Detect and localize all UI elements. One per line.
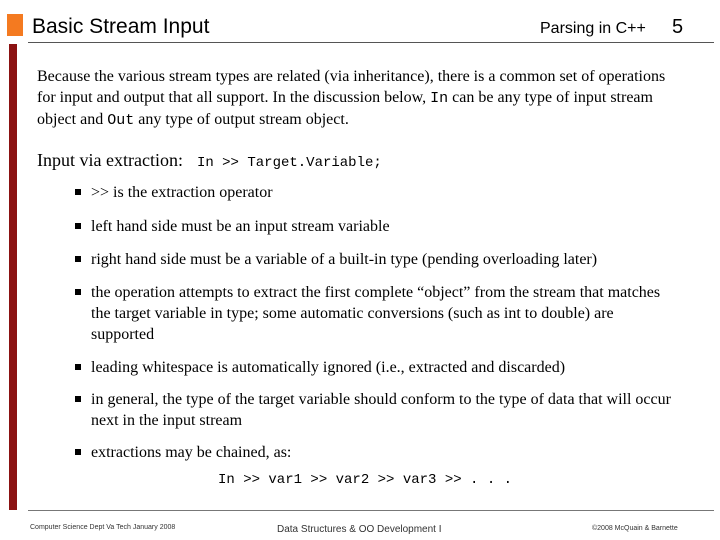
list-item: the operation attempts to extract the first complete “object” from the stream that matches the target variable in type; some automatic conversions (such as int to double) are supported <box>75 282 675 345</box>
intro-text-3: any type of output stream object. <box>134 111 349 128</box>
intro-text-2: can be any type of input stream object and <box>37 89 653 128</box>
left-accent-bar <box>9 44 17 510</box>
slide-title: Basic Stream Input <box>32 15 210 38</box>
list-item: in general, the type of the target variable should conform to the type of data that will occur next in the input stream <box>75 389 675 431</box>
chain-code-example: In >> var1 >> var2 >> var3 >> . . . <box>218 472 513 488</box>
list-item: right hand side must be a variable of a built-in type (pending overloading later) <box>75 249 675 270</box>
extraction-code: In >> Target.Variable; <box>196 155 382 171</box>
intro-code-out: Out <box>107 112 135 129</box>
list-item: >> is the extraction operator <box>75 182 675 203</box>
list-item: extractions may be chained, as: <box>75 442 675 463</box>
list-item: left hand side must be an input stream variable <box>75 216 675 237</box>
extraction-label: Input via extraction: <box>37 150 183 170</box>
list-item: leading whitespace is automatically ignored (i.e., extracted and discarded) <box>75 357 675 378</box>
intro-code-in: In <box>430 90 449 107</box>
footer-divider <box>28 510 714 511</box>
intro-paragraph <box>37 66 687 131</box>
extraction-heading <box>37 150 382 171</box>
course-title: Parsing in C++ <box>540 20 646 37</box>
footer-left-text: Computer Science Dept Va Tech January 2008 <box>30 524 176 531</box>
page-number: 5 <box>672 16 684 38</box>
bullet-list <box>75 182 675 463</box>
footer-right-text: ©2008 McQuain & Barnette <box>592 525 678 532</box>
intro-text-1: Because the various stream types are related (via inheritance), there is a common set of operations for input and output that all support. In the discussion below, <box>37 68 666 106</box>
footer-center-text: Data Structures & OO Development I <box>277 524 442 535</box>
header-divider <box>28 42 714 43</box>
title-accent-square <box>7 14 23 36</box>
